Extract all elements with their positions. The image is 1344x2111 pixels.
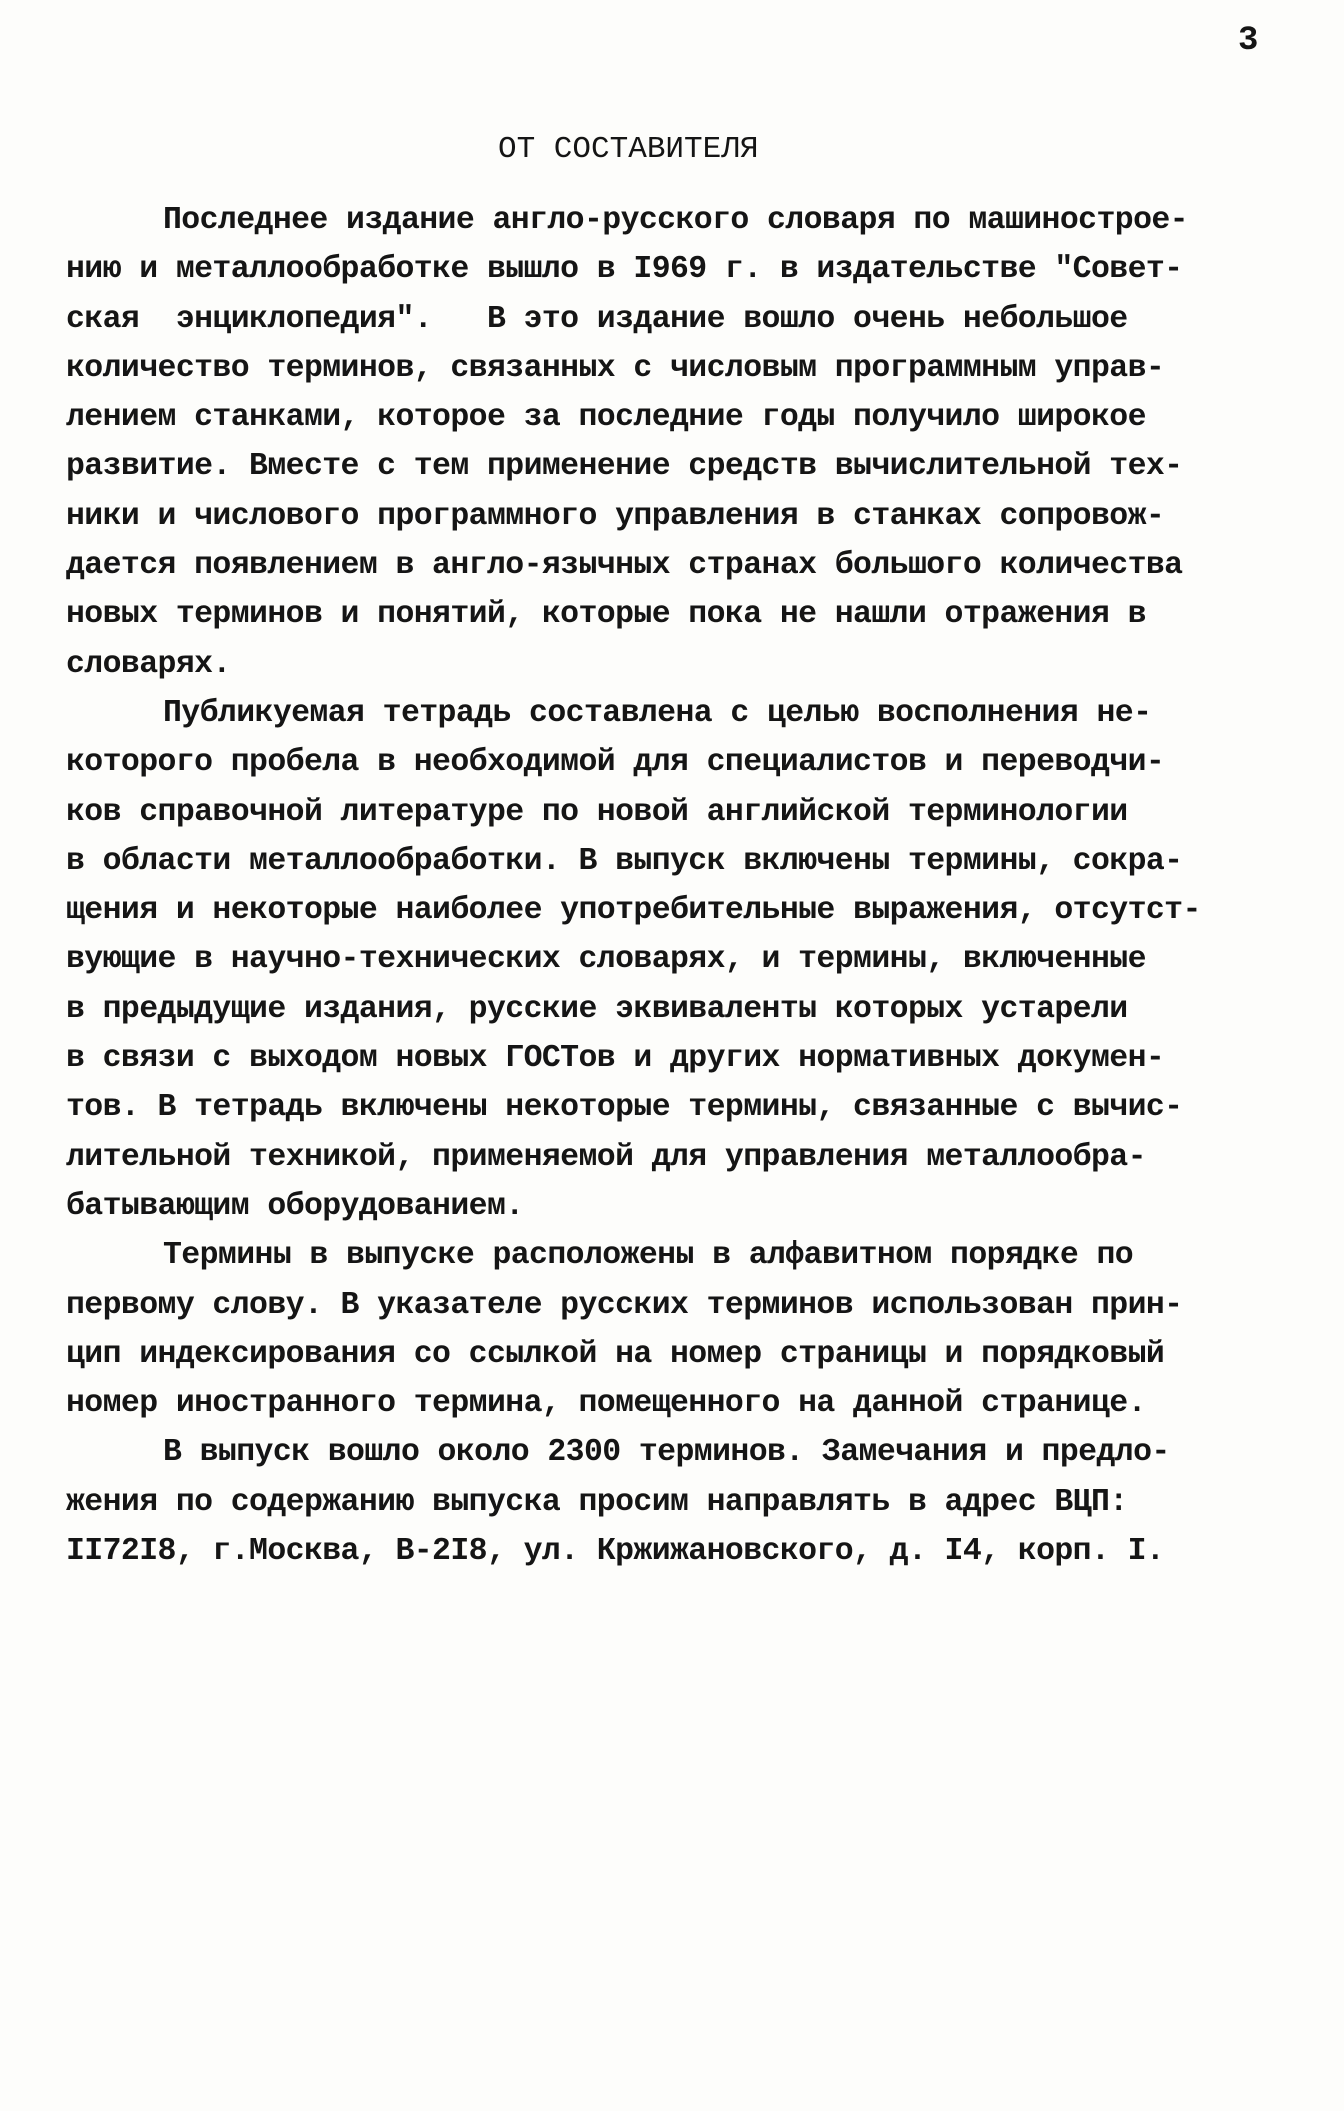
text-line: нию и металлообработке вышло в I969 г. в издательстве "Совет- bbox=[66, 252, 1183, 288]
text-line: номер иностранного термина, помещенного на данной странице. bbox=[66, 1386, 1146, 1422]
text-line: в связи с выходом новых ГОСТов и других нормативных докумен- bbox=[66, 1041, 1165, 1077]
text-line: количество терминов, связанных с числовым программным управ- bbox=[66, 350, 1165, 386]
text-line: Термины в выпуске расположены в алфавитном порядке по bbox=[163, 1238, 1134, 1274]
text-line: развитие. Вместе с тем применение средств вычислительной тех- bbox=[66, 449, 1183, 485]
text-line: тов. В тетрадь включены некоторые термины, связанные с вычис- bbox=[66, 1090, 1183, 1126]
text-line: цип индексирования со ссылкой на номер страницы и порядковый bbox=[66, 1336, 1165, 1372]
text-line: дается появлением в англо-язычных странах большого количества bbox=[66, 548, 1183, 584]
text-line: первому слову. В указателе русских терминов использован прин- bbox=[66, 1287, 1183, 1323]
text-line: вующие в научно-технических словарях, и термины, включенные bbox=[66, 942, 1146, 978]
text-line: которого пробела в необходимой для специалистов и переводчи- bbox=[66, 745, 1165, 781]
text-line: лительной техникой, применяемой для управления металлообра- bbox=[66, 1139, 1146, 1175]
text-line: Последнее издание англо-русского словаря по машинострое- bbox=[163, 203, 1188, 238]
text-line: лением станками, которое за последние годы получило широкое bbox=[66, 400, 1146, 436]
text-line: в области металлообработки. В выпуск включены термины, сокра- bbox=[66, 843, 1183, 879]
text-line: словарях. bbox=[66, 646, 231, 682]
text-line: Публикуемая тетрадь составлена с целью восполнения не- bbox=[163, 695, 1152, 731]
text-line: жения по содержанию выпуска просим направлять в адрес ВЦП: bbox=[66, 1484, 1128, 1520]
text-line: в предыдущие издания, русские эквиваленты которых устарели bbox=[66, 991, 1128, 1027]
text-line: ская энциклопедия". В это издание вошло очень небольшое bbox=[66, 301, 1128, 337]
document-body bbox=[66, 196, 1336, 1576]
text-line: щения и некоторые наиболее употребительные выражения, отсутст- bbox=[66, 893, 1201, 929]
page-title: ОТ СОСТАВИТЕЛЯ bbox=[498, 132, 759, 167]
page-number: 3 bbox=[1238, 22, 1259, 60]
text-line: II72I8, г.Москва, В-2I8, ул. Кржижановского, д. I4, корп. I. bbox=[66, 1534, 1165, 1570]
text-line: ков справочной литературе по новой английской терминологии bbox=[66, 794, 1128, 830]
text-line: В выпуск вошло около 2300 терминов. Замечания и предло- bbox=[163, 1435, 1170, 1471]
text-line: новых терминов и понятий, которые пока не нашли отражения в bbox=[66, 597, 1146, 633]
text-line: ники и числового программного управления в станках сопровож- bbox=[66, 498, 1165, 534]
text-line: батывающим оборудованием. bbox=[66, 1188, 524, 1224]
